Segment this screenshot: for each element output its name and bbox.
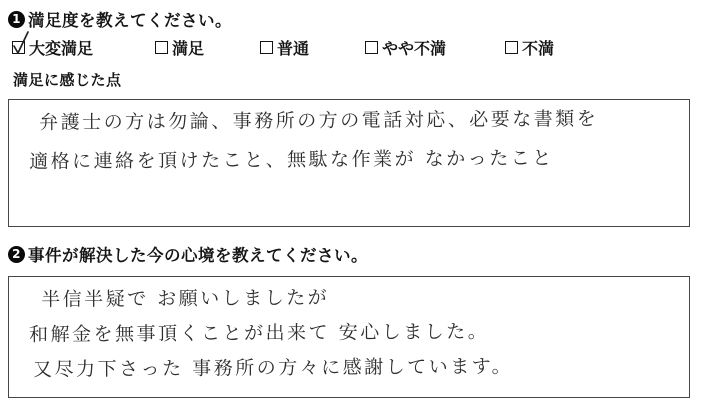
option-dissatisfied[interactable] <box>505 36 554 59</box>
option-somewhat-dissatisfied[interactable] <box>365 36 446 59</box>
question1-heading <box>8 7 232 31</box>
question2-number-badge: 2 <box>8 246 25 263</box>
checkbox-somewhat-dissatisfied[interactable] <box>365 41 378 54</box>
option-label: 不満 <box>522 39 555 58</box>
question2-answer-box[interactable] <box>8 276 690 398</box>
option-very-satisfied[interactable] <box>12 36 93 59</box>
option-label: やや不満 <box>382 39 447 58</box>
option-satisfied[interactable] <box>155 36 204 59</box>
checkbox-neutral[interactable] <box>260 41 273 54</box>
handwritten-answer-line: 半信半疑で お願いしましたが <box>41 286 330 311</box>
handwritten-answer-line: 又尽力下さった 事務所の方々に感謝しています。 <box>33 355 514 381</box>
question2-heading <box>8 242 368 266</box>
handwritten-answer-line: 和解金を無事頂くことが出来て 安心しました。 <box>29 320 490 346</box>
checkbox-very-satisfied[interactable] <box>12 41 25 54</box>
option-neutral[interactable] <box>260 36 309 59</box>
checkbox-dissatisfied[interactable] <box>505 41 518 54</box>
satisfaction-points-label: 満足に感じた点 <box>13 71 122 89</box>
checkbox-satisfied[interactable] <box>155 41 168 54</box>
option-label: 大変満足 <box>29 39 94 58</box>
question2-heading-text: 事件が解決した今の心境を教えてください。 <box>28 246 368 265</box>
option-label: 普通 <box>277 39 310 58</box>
question1-heading-text: 満足度を教えてください。 <box>28 11 232 30</box>
satisfaction-options-row <box>0 36 712 58</box>
question1-number-badge: 1 <box>8 11 25 28</box>
handwritten-answer-line: 適格に連絡を頂けたこと、無駄な作業が なかったこと <box>29 147 554 173</box>
question1-answer-box[interactable] <box>8 99 690 227</box>
handwritten-answer-line: 弁護士の方は勿論、事務所の方の電話対応、必要な書類を <box>39 107 599 134</box>
option-label: 満足 <box>172 39 205 58</box>
